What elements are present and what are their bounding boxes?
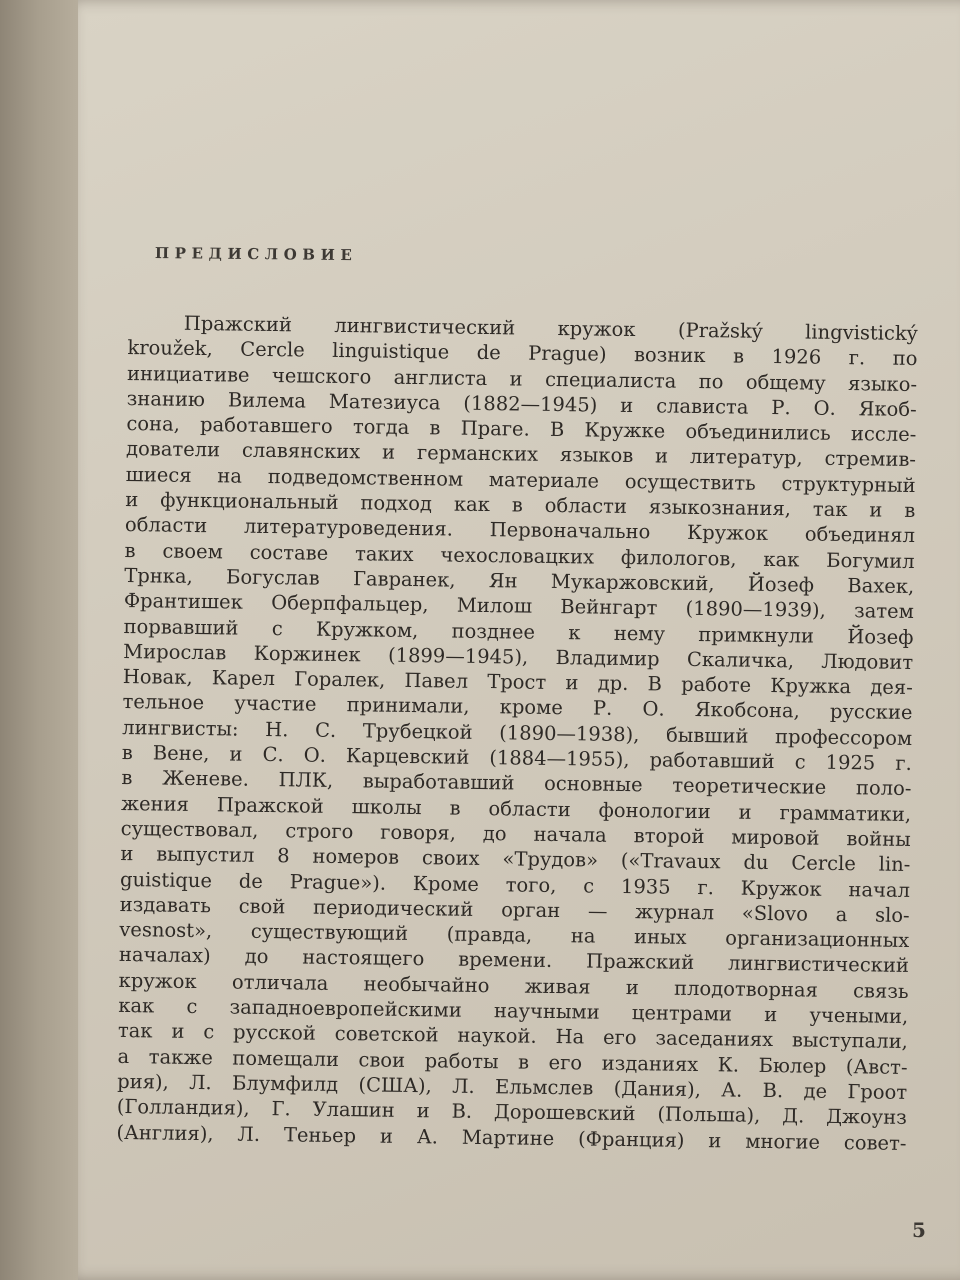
text-line: кружок отличала необычайно живая и плодотворная связь — [118, 968, 909, 1003]
text-line: vesnost», существующий (правда, на иных организационных — [119, 918, 910, 953]
text-line: и выпустил 8 номеров своих «Трудов» («Travaux du Cercle lin- — [120, 842, 911, 877]
text-line: началах) до настоящего времени. Пражский лингвистический — [118, 943, 910, 978]
text-line: Новак, Карел Горалек, Павел Трост и др. В работе Кружка дея- — [122, 665, 913, 700]
text-line: шиеся на подведомственном материале осуществить структурный — [125, 462, 916, 497]
text-line: Франтишек Оберпфальцер, Милош Вейнгарт (1890—1939), затем — [123, 589, 915, 624]
text-line: дователи славянских и германских языков и литератур, стремив- — [125, 437, 917, 472]
text-line: kroužek, Cercle linguistique de Prague) возник в 1926 г. по — [127, 336, 918, 371]
text-line: guistique de Prague»). Кроме того, с 1935 г. Кружок начал — [119, 867, 911, 902]
text-line: инициативе чешского англиста и специалиста по общему языко- — [126, 361, 918, 396]
text-line: Трнка, Богуслав Гавранек, Ян Мукаржовский, Йозеф Вахек, — [124, 563, 915, 598]
text-line: в Вене, и С. О. Карцевский (1884—1955), работавший с 1925 г. — [121, 741, 912, 776]
text-line: так и с русской советской наукой. На его заседаниях выступали, — [117, 1019, 909, 1054]
text-line: существовал, строго говоря, до начала второй мировой войны — [120, 816, 911, 851]
text-line: лингвисты: Н. С. Трубецкой (1890—1938), бывший профессором — [122, 715, 913, 750]
text-line: как с западноевропейскими научными центрами и учеными, — [118, 993, 909, 1028]
page-heading: ПРЕДИСЛОВИЕ — [154, 244, 358, 265]
text-line: издавать свой периодический орган — журнал «Slovo a slo- — [119, 892, 910, 927]
text-line: (Англия), Л. Теньер и А. Мартине (Франция) и многие совет- — [116, 1120, 907, 1155]
text-line: Пражский лингвистический кружок (Pražský lingvistický — [183, 311, 918, 346]
text-line: (Голландия), Г. Улашин и В. Дорошевский (Польша), Д. Джоунз — [116, 1095, 907, 1130]
text-line: порвавший с Кружком, позднее к нему примкнули Йозеф — [123, 614, 914, 649]
text-line: и функциональный подход как в области языкознания, так и в — [125, 488, 916, 523]
text-line: рия), Л. Блумфилд (США), Л. Ельмслев (Дания), А. В. де Гроот — [117, 1069, 908, 1104]
text-line: знанию Вилема Матезиуса (1882—1945) и слависта Р. О. Якоб- — [126, 386, 917, 421]
text-line: в Женеве. ПЛК, выработавший основные теоретические поло- — [121, 766, 912, 801]
text-line: тельное участие принимали, кроме Р. О. Якобсона, русские — [122, 690, 913, 725]
page-number: 5 — [912, 1218, 926, 1242]
text-line: а также помещали свои работы в его изданиях К. Бюлер (Авст- — [117, 1044, 908, 1079]
text-line: области литературоведения. Первоначально Кружок объединял — [124, 513, 916, 548]
body-text — [116, 310, 918, 1156]
text-line: в своем составе таких чехословацких филологов, как Богумил — [124, 538, 915, 573]
text-line: Мирослав Коржинек (1899—1945), Владимир Скаличка, Людовит — [123, 639, 914, 674]
text-line: жения Пражской школы в области фонологии и грамматики, — [120, 791, 912, 826]
text-line: сона, работавшего тогда в Праге. В Кружке объединились иссле- — [126, 412, 917, 447]
